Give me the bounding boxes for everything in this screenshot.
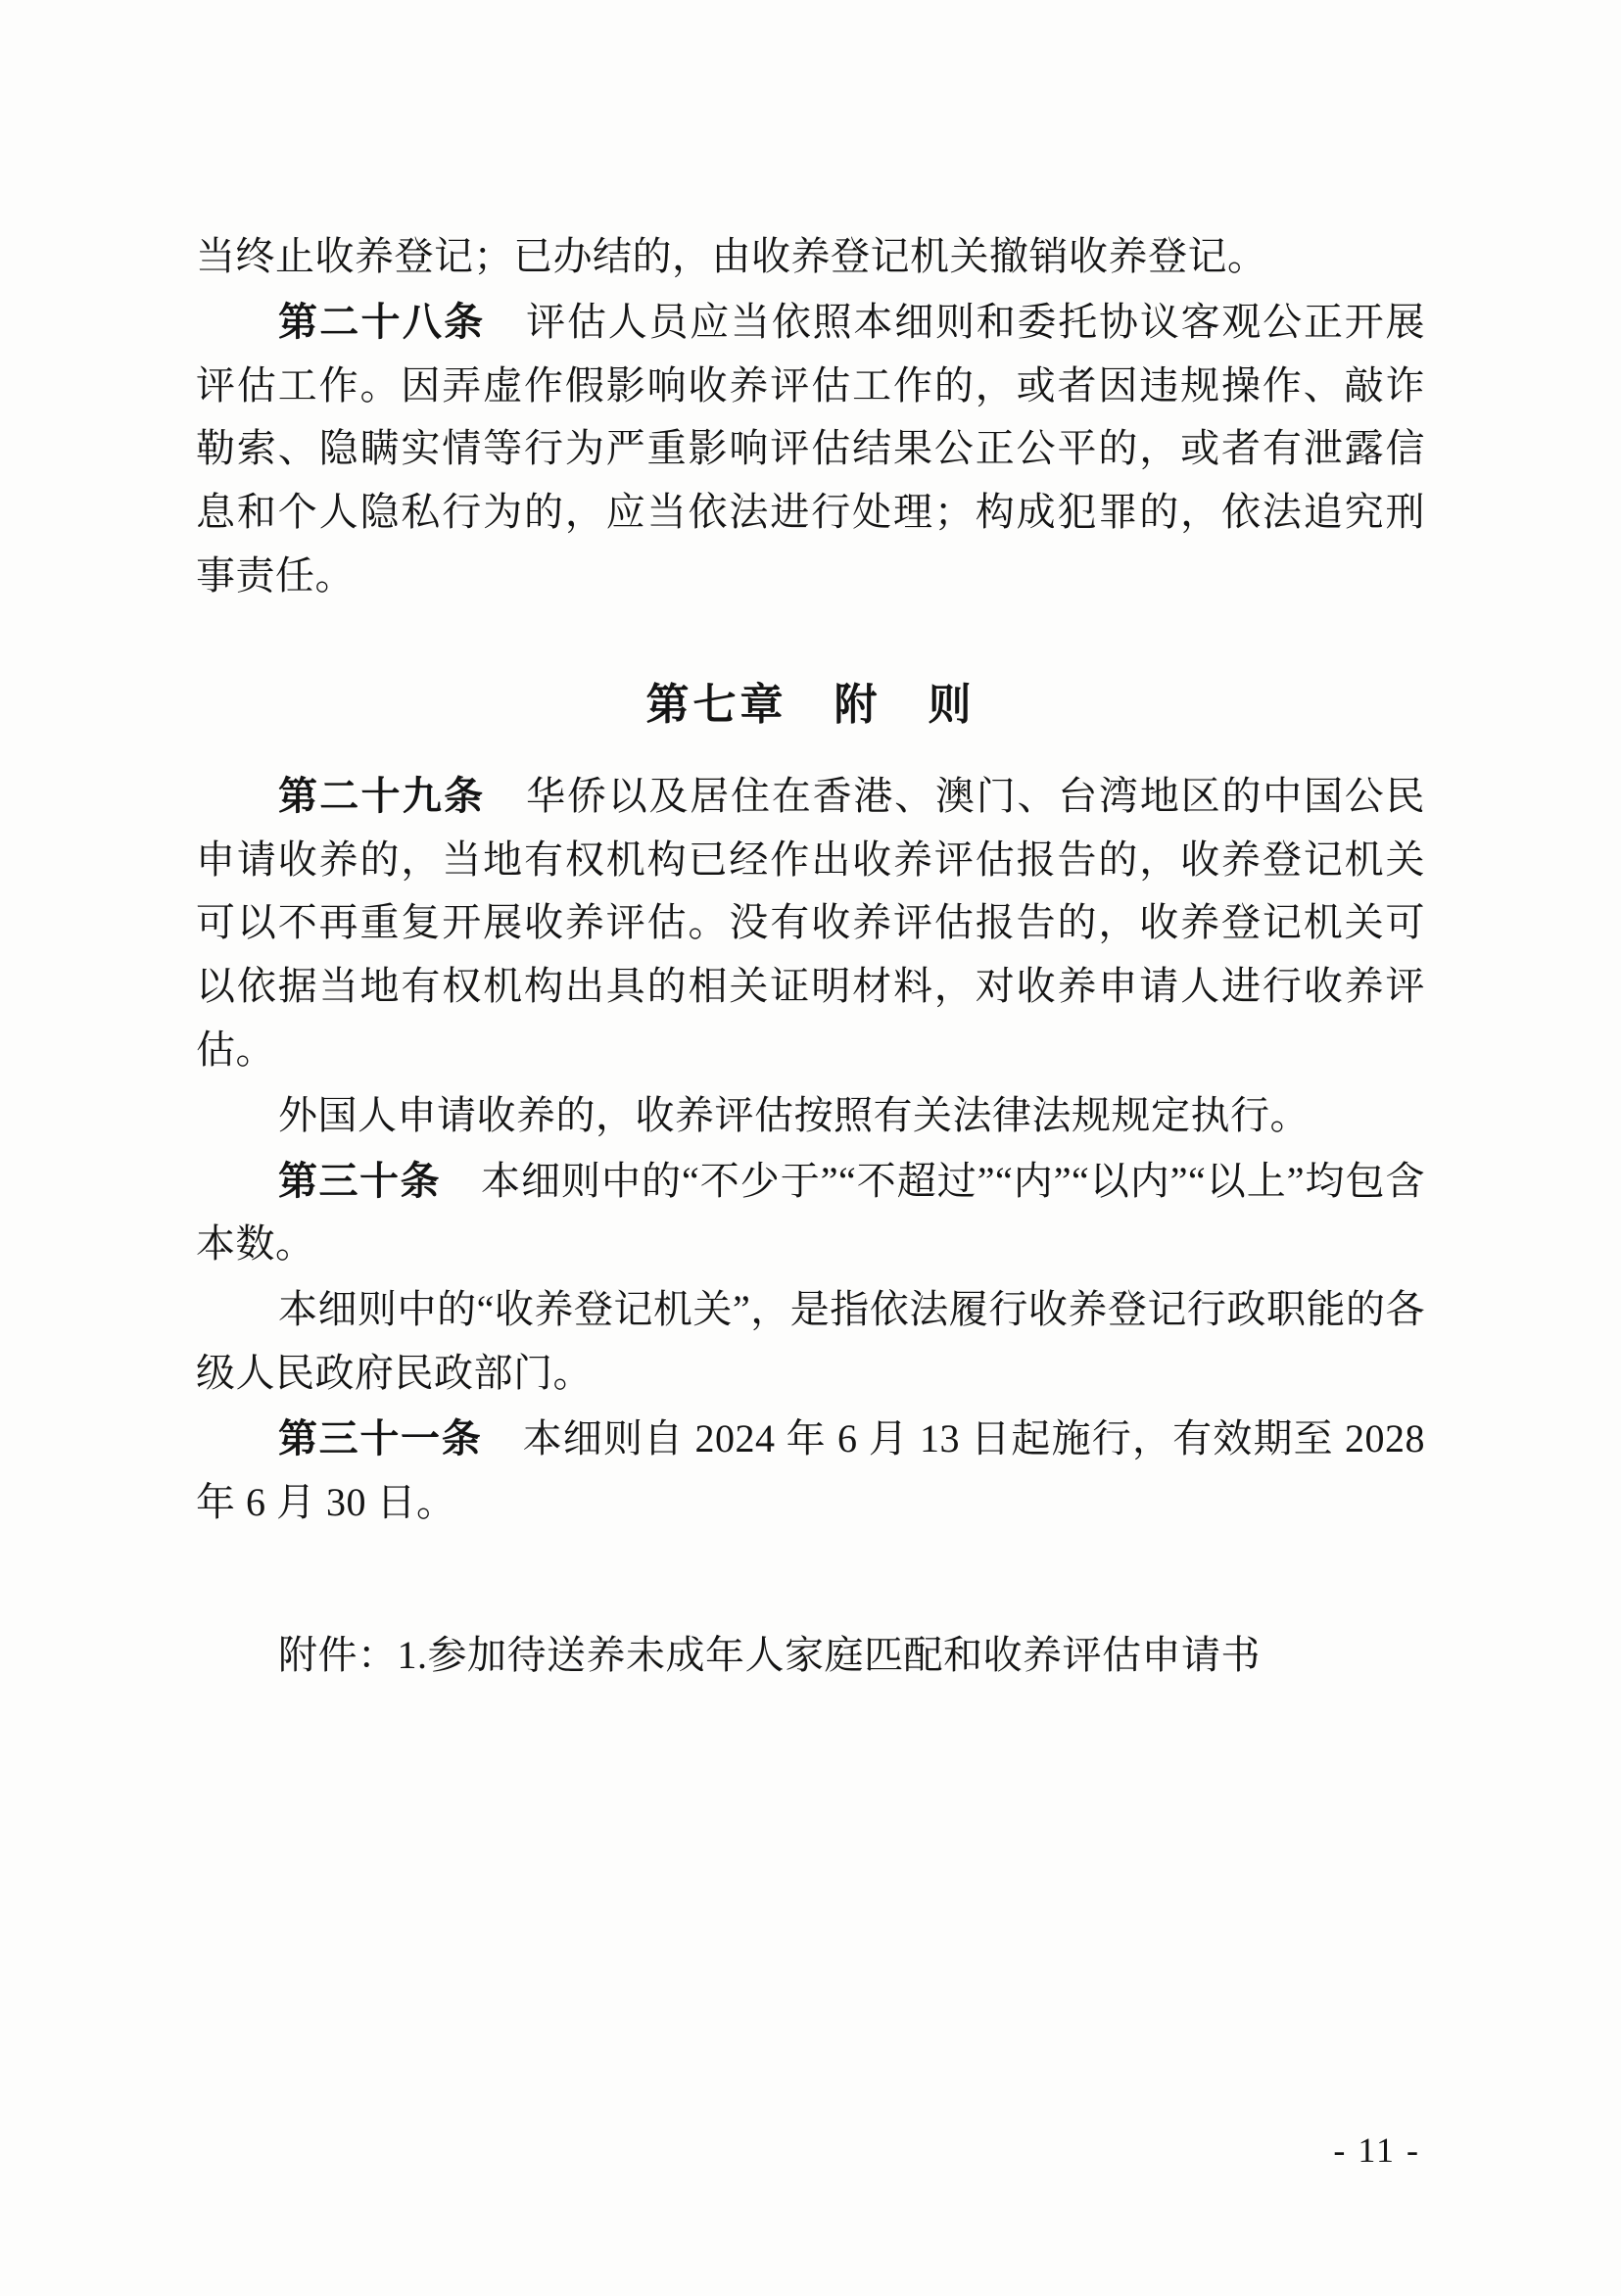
continued-paragraph: 当终止收养登记；已办结的，由收养登记机关撤销收养登记。	[196, 234, 1267, 278]
article-29-paragraph	[196, 765, 1425, 1082]
chapter-title: 第七章 附 则	[645, 680, 976, 729]
article-31-paragraph	[196, 1408, 1425, 1535]
page-number: - 11 -	[1333, 2130, 1420, 2170]
article-30-text: 本细则中的“不少于”“不超过”“内”“以内”“以上”均包含本数。	[196, 1158, 1425, 1267]
article-28-paragraph	[196, 291, 1425, 608]
article-31-text: 本细则自 2024 年 6 月 13 日起施行，有效期至 2028 年 6 月 30 日。	[196, 1415, 1426, 1524]
article-30-paragraph-2: 本细则中的“收养登记机关”，是指依法履行收养登记行政职能的各级人民政府民政部门。	[196, 1287, 1425, 1395]
article-30-paragraph	[196, 1150, 1425, 1277]
article-29-label: 第二十九条	[278, 773, 486, 818]
spacer	[196, 1536, 1425, 1624]
article-31-label: 第三十一条	[278, 1415, 483, 1460]
article-29-text: 华侨以及居住在香港、澳门、台湾地区的中国公民申请收养的，当地有权机构已经作出收养评估报告的，收养登记机关可以不再重复开展收养评估。没有收养评估报告的，收养登记机关可以依据当地有权机构出具的相关证明材料，对收养申请人进行收养评估。	[196, 773, 1426, 1072]
article-30-label: 第三十条	[278, 1158, 441, 1203]
attachment-line: 附件：1.参加待送养未成年人家庭匹配和收养评估申请书	[278, 1633, 1261, 1678]
document-body	[196, 225, 1425, 1688]
article-28-label: 第二十八条	[278, 299, 486, 344]
article-28-text: 评估人员应当依照本细则和委托协议客观公正开展评估工作。因弄虚作假影响收养评估工作的，或者因违规操作、敲诈勒索、隐瞒实情等行为严重影响评估结果公正公平的，或者有泄露信息和个人隐私行为的，应当依法进行处理；构成犯罪的，依法追究刑事责任。	[196, 299, 1426, 598]
article-29-paragraph-2: 外国人申请收养的，收养评估按照有关法律法规规定执行。	[278, 1092, 1310, 1137]
